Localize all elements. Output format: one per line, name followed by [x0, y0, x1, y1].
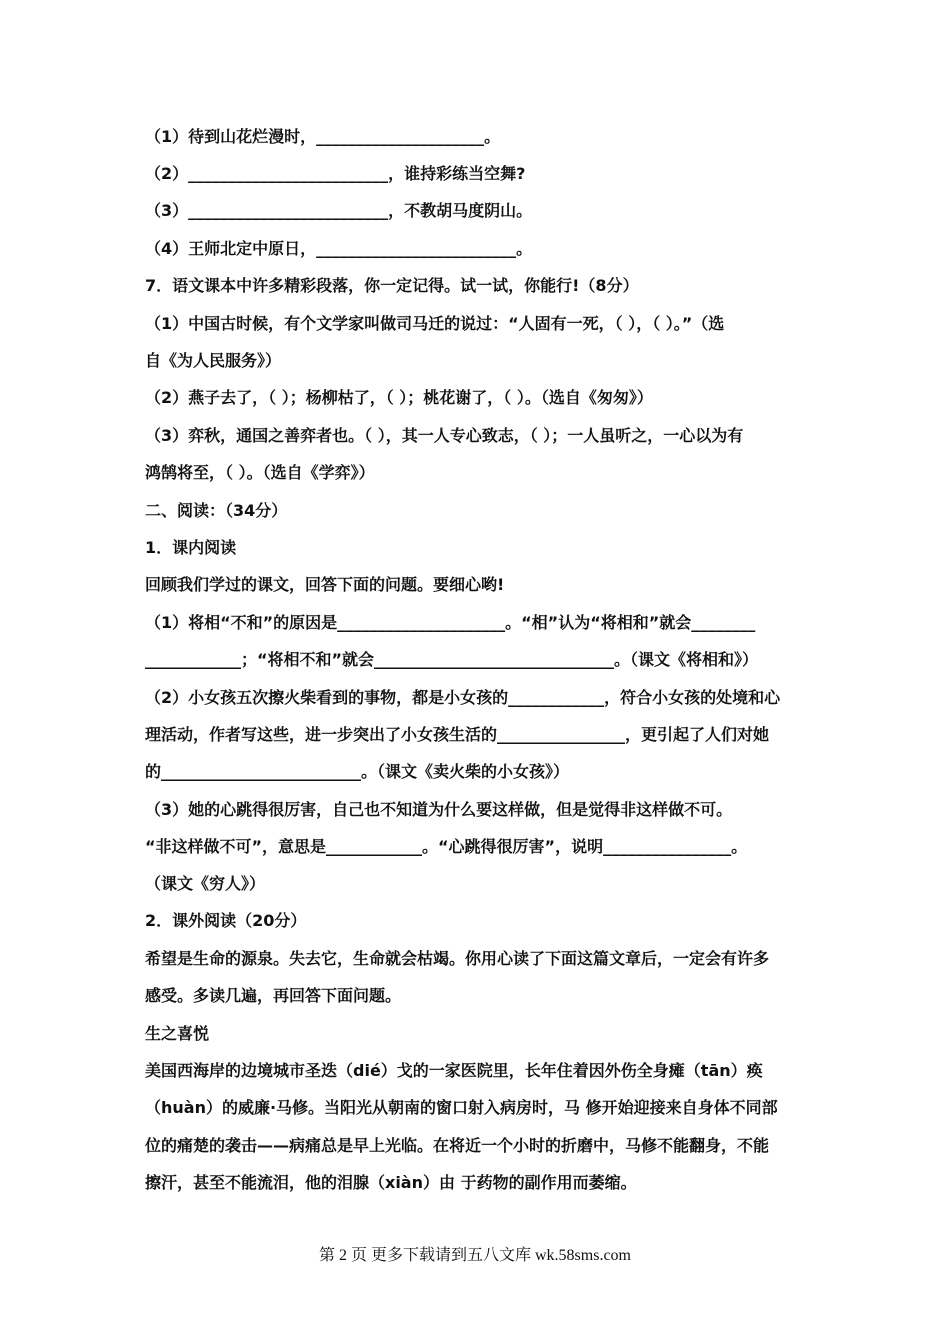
text-line: 自《为人民服务》） [145, 351, 282, 370]
text-line: （1）中国古时候，有个文学家叫做司马迁的说过：“人固有一死，（ ），（ ）。”（选 [145, 314, 725, 333]
text-line: 感受。多读几遍，再回答下面问题。 [145, 986, 402, 1005]
text-line: 理活动，作者写这些，进一步突出了小女孩生活的________________，更引起了人们对她 [145, 725, 770, 744]
text-line: （huàn）的威廉·马修。当阳光从朝南的窗口射入病房时，马 修开始迎接来自身体不同部 [145, 1098, 778, 1117]
text-line: （2）_________________________，谁持彩练当空舞? [145, 164, 526, 183]
text-line: （3）_________________________，不教胡马度阴山。 [145, 201, 533, 220]
text-line: 的_________________________。（课文《卖火柴的小女孩》） [145, 762, 570, 781]
text-line: （2）燕子去了，（ ）；杨柳枯了，（ ）；桃花谢了，（ ）。（选自《匆匆》） [145, 388, 653, 407]
text-line: 位的痛楚的袭击——病痛总是早上光临。在将近一个小时的折磨中，马修不能翻身，不能 [145, 1136, 770, 1155]
text-line: “非这样做不可”，意思是____________。“心跳得很厉害”，说明________________。 [145, 837, 748, 856]
question-heading: 7．语文课本中许多精彩段落，你一定记得。试一试，你能行!（8分） [145, 276, 639, 295]
article-title: 生之喜悦 [145, 1024, 210, 1043]
text-line: （课文《穷人》） [145, 874, 266, 893]
text-line: 鸿鹄将至，（ ）。（选自《学弈》） [145, 463, 375, 482]
section-heading: 二、阅读：（34分） [145, 501, 288, 520]
text-line: ____________；“将相不和”就会______________________________。（课文《将相和》） [145, 650, 759, 669]
text-line: （3）弈秋，通国之善弈者也。（ ），其一人专心致志，（ ）；一人虽听之，一心以为有 [145, 426, 744, 445]
text-line: 回顾我们学过的课文，回答下面的问题。要细心哟! [145, 575, 505, 594]
text-line: （1）待到山花烂漫时，_____________________。 [145, 127, 501, 146]
text-line: 希望是生命的源泉。失去它，生命就会枯竭。你用心读了下面这篇文章后，一定会有许多 [145, 949, 770, 968]
text-line: （3）她的心跳得很厉害，自己也不知道为什么要这样做，但是觉得非这样做不可。 [145, 800, 733, 819]
text-line: 擦汗，甚至不能流泪，他的泪腺（xiàn）由 于药物的副作用而萎缩。 [145, 1173, 637, 1192]
text-line: （2）小女孩五次擦火柴看到的事物，都是小女孩的____________，符合小女孩的处境和心 [145, 688, 781, 707]
page-footer: 第 2 页 更多下载请到五八文库 wk.58sms.com [318, 1247, 631, 1264]
text-line: 美国西海岸的边境城市圣迭（dié）戈的一家医院里，长年住着因外伤全身瘫（tān）痪 [145, 1061, 763, 1080]
subsection-heading: 1．课内阅读 [145, 538, 237, 557]
text-line: （1）将相“不和”的原因是_____________________。“相”认为“将相和”就会________ [145, 613, 756, 632]
text-line: （4）王师北定中原日，_________________________。 [145, 239, 533, 258]
subsection-heading: 2．课外阅读（20分） [145, 911, 307, 930]
